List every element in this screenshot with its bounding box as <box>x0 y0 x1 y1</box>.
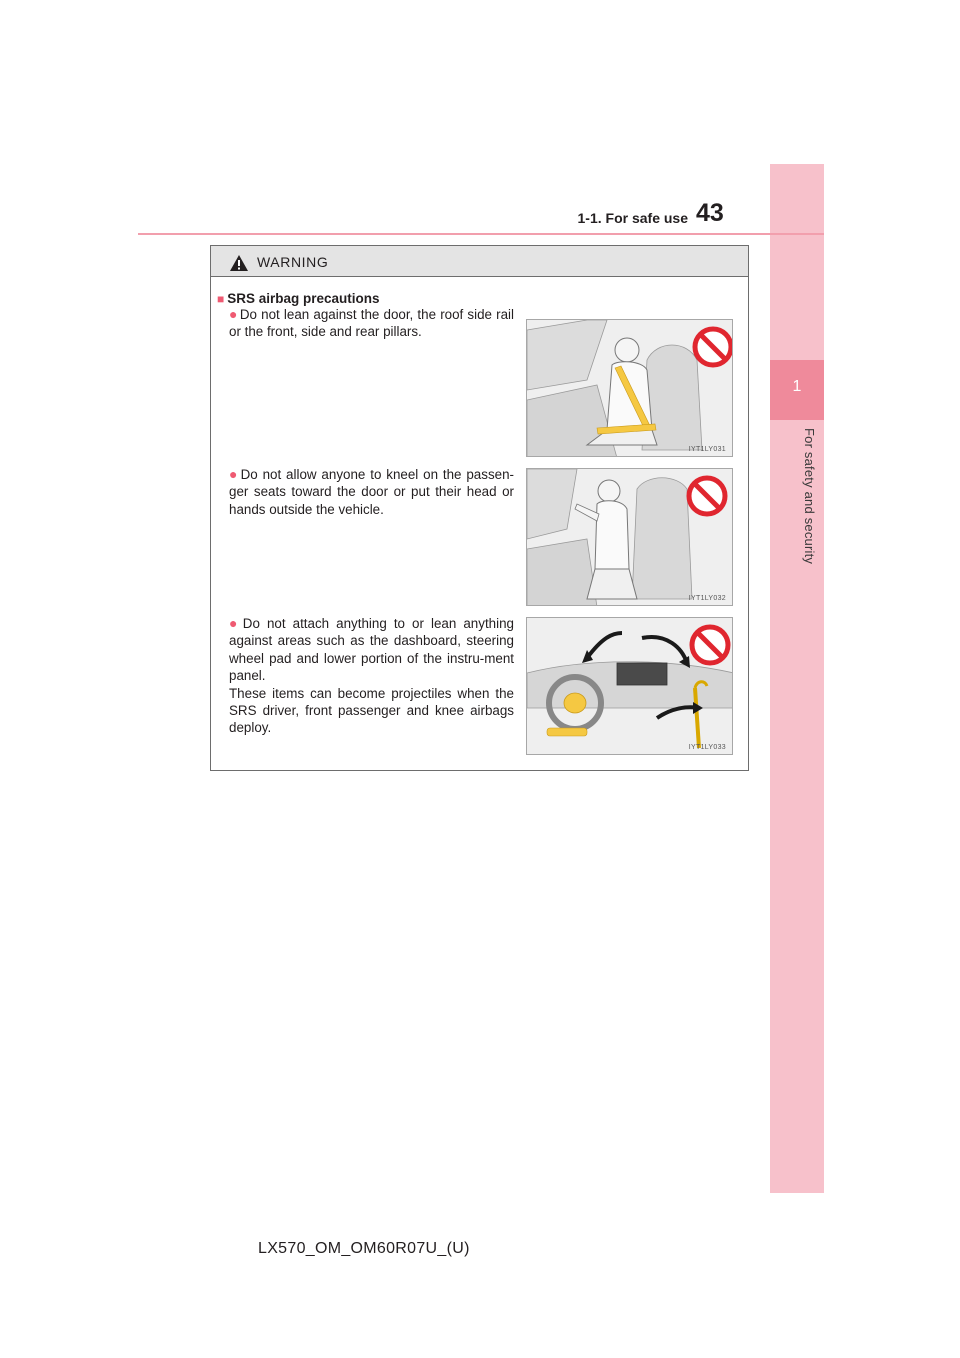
bullet-dot-icon: ● <box>229 306 238 322</box>
illustration-code: IYT1LY033 <box>688 744 726 751</box>
warning-header <box>211 246 748 277</box>
bullet-dot-icon: ● <box>229 466 239 482</box>
chapter-title: For safety and security <box>802 428 817 565</box>
warning-box <box>210 245 749 771</box>
square-bullet-icon: ■ <box>217 292 225 306</box>
illustration-code: IYT1LY032 <box>688 595 726 602</box>
warning-subheading: ■ SRS airbag precautions <box>217 291 380 306</box>
page-number: 43 <box>696 199 724 227</box>
illustration-leaning-on-door <box>526 319 733 457</box>
warning-item: ● Do not attach anything to or lean anything against areas such as the dashboard, steering wheel pad and lower portion of the instru-ment panel. These items can become projectiles when the SRS driver, front passenger and knee airbags deploy. <box>229 615 514 736</box>
warning-item: ● Do not lean against the door, the roof side rail or the front, side and rear pillars. <box>229 306 514 340</box>
section-title: 1-1. For safe use <box>577 210 688 226</box>
chapter-side-tab <box>770 164 824 1193</box>
warning-item: ● Do not allow anyone to kneel on the passen-ger seats toward the door or put their head or hands outside the vehicle. <box>229 466 514 517</box>
document-code: LX570_OM_OM60R07U_(U) <box>258 1240 470 1257</box>
header-rule <box>138 233 824 235</box>
illustration-kneeling-on-seat <box>526 468 733 606</box>
bullet-dot-icon: ● <box>229 615 241 631</box>
warning-triangle-icon <box>229 254 249 272</box>
warning-label: WARNING <box>257 254 329 270</box>
chapter-number: 1 <box>792 378 802 395</box>
illustration-dashboard-objects <box>526 617 733 755</box>
illustration-code: IYT1LY031 <box>688 446 726 453</box>
